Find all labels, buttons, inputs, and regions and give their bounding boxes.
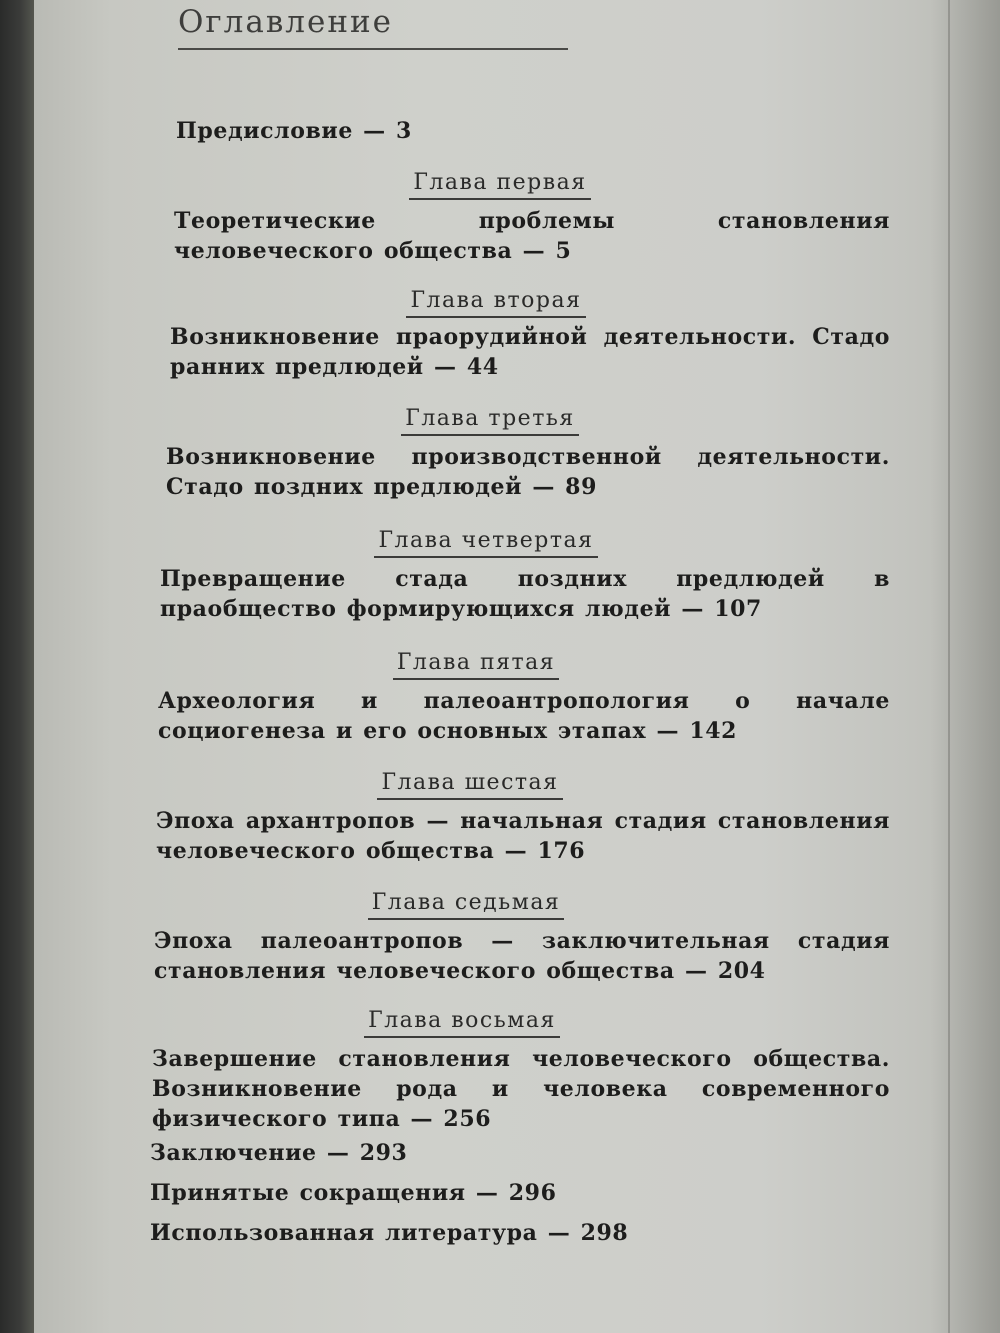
abbreviations-entry: Принятые сокращения — 296: [150, 1180, 557, 1206]
book-cover-edge: [0, 0, 34, 1333]
preface-entry: Предисловие — 3: [176, 118, 412, 144]
chapter-5-entry: Археология и палеоантропология о начале социогенеза и его основных этапах — 142: [158, 688, 890, 744]
chapter-7-heading: Глава седьмая: [316, 890, 616, 920]
chapter-3-entry: Возникновение производственной деятельности. Стадо поздних предлюдей — 89: [166, 444, 890, 500]
chapter-8-heading: Глава восьмая: [312, 1008, 612, 1038]
chapter-8-entry: Завершение становления человеческого общества. Возникновение рода и человека современного физического типа — 256: [152, 1046, 890, 1132]
chapter-7-entry: Эпоха палеоантропов — заключительная стадия становления человеческого общества — 204: [154, 928, 890, 984]
chapter-2-entry: Возникновение праорудийной деятельности. Стадо ранних предлюдей — 44: [170, 324, 890, 380]
chapter-4-heading: Глава четвертая: [336, 528, 636, 558]
chapter-6-entry: Эпоха архантропов — начальная стадия становления человеческого общества — 176: [156, 808, 890, 864]
chapter-1-entry: Теоретические проблемы становления человеческого общества — 5: [174, 208, 890, 264]
chapter-5-heading: Глава пятая: [326, 650, 626, 680]
chapter-4-entry: Превращение стада поздних предлюдей в праобщество формирующихся людей — 107: [160, 566, 890, 622]
chapter-3-heading: Глава третья: [340, 406, 640, 436]
table-of-contents: [150, 0, 895, 1333]
page-shadow: [930, 0, 1000, 1333]
page-fold: [948, 0, 950, 1333]
conclusion-entry: Заключение — 293: [150, 1140, 408, 1166]
chapter-1-heading: Глава первая: [350, 170, 650, 200]
toc-title: Оглавление: [178, 4, 568, 50]
chapter-6-heading: Глава шестая: [320, 770, 620, 800]
chapter-2-heading: Глава вторая: [346, 288, 646, 318]
bibliography-entry: Использованная литература — 298: [150, 1220, 629, 1246]
